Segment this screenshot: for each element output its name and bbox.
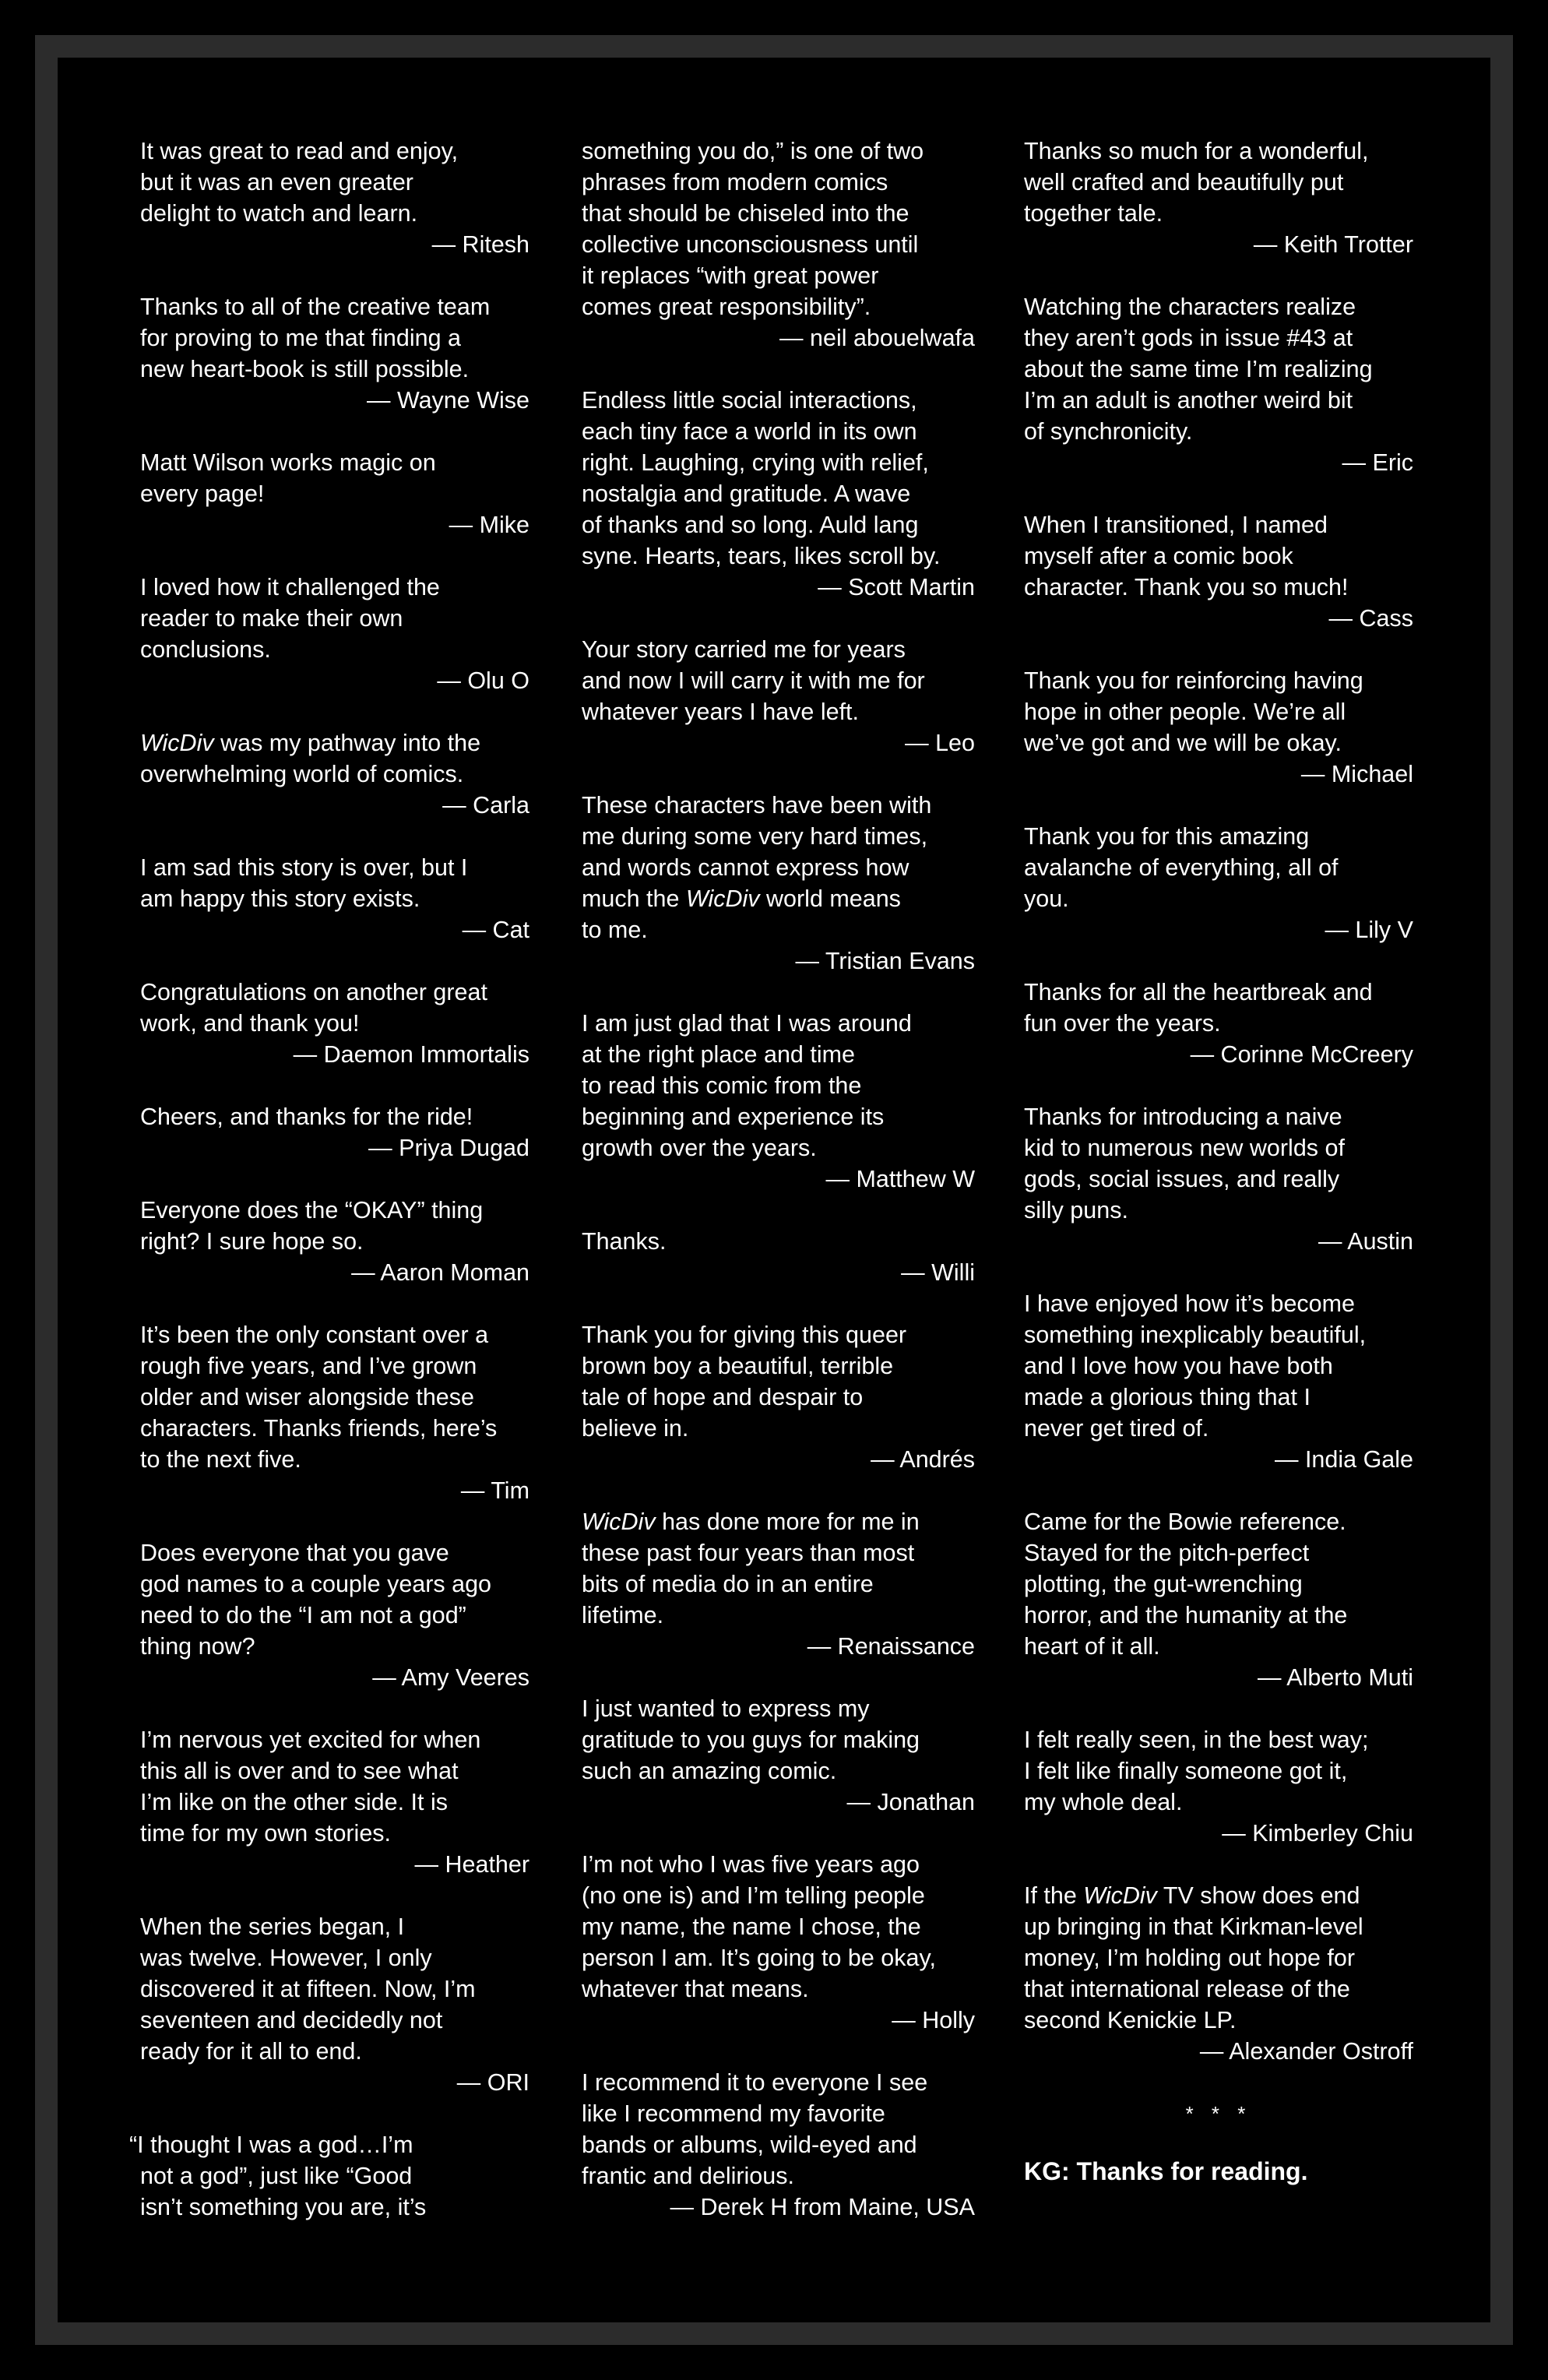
letter-entry: [582, 1008, 975, 1195]
letter-signature: — Holly: [892, 2007, 975, 2033]
letter-text-body: Thank you for this amazing avalanche of everything, all of you.: [1024, 823, 1339, 912]
letter-signature: — Andrés: [871, 1446, 975, 1473]
letter-text-body: Matt Wilson works magic on every page!: [140, 449, 436, 507]
letter-text: [582, 136, 975, 322]
letter-signature: — Jonathan: [846, 1789, 975, 1815]
letter-text-body: has done more for me in these past four years than most bits of media do in an entire lifetime.: [582, 1509, 920, 1628]
letter-text-body: world means to me.: [582, 885, 901, 943]
letter-text: [1024, 1288, 1413, 1444]
letter-signature: — Amy Veeres: [372, 1664, 529, 1691]
letter-entry: [140, 977, 529, 1070]
letter-text-body: Thanks.: [582, 1228, 667, 1255]
letter-signature: — Wayne Wise: [366, 387, 529, 414]
letter-text: [582, 1849, 975, 2005]
letter-entry: [1024, 1101, 1413, 1257]
letter-text: [140, 1911, 529, 2067]
letter-text: [1024, 1506, 1413, 1662]
letter-text: [140, 727, 529, 790]
letter-text-body: I am sad this story is over, but I am happy this story exists.: [140, 854, 468, 912]
letter-text: [140, 291, 529, 385]
letter-text: [1024, 665, 1413, 759]
letter-text: [1024, 509, 1413, 603]
letter-entry: [140, 1195, 529, 1288]
closing-text: Thanks for reading.: [1069, 2157, 1308, 2185]
letter-text: [582, 1008, 975, 1164]
letter-text: [140, 1537, 529, 1662]
closing-note: [1024, 2156, 1413, 2187]
letter-entry: [140, 727, 529, 821]
letter-text-body: Watching the characters realize they aren’t gods in issue #43 at about the same time I’m realizing I’m an adult is another weird bit of synchronicity.: [1024, 294, 1373, 445]
column-3-entries: [1024, 136, 1413, 2067]
letter-signature: — Michael: [1300, 761, 1413, 787]
letter-text: [1024, 977, 1413, 1039]
letter-signature: — Keith Trotter: [1253, 231, 1413, 258]
letter-signature: — Daemon Immortalis: [293, 1041, 529, 1068]
letter-entry: [140, 1537, 529, 1693]
letters-column-2: [582, 136, 975, 2254]
letter-entry: [140, 136, 529, 260]
letter-entry: [140, 1911, 529, 2098]
letter-text-body: It’s been the only constant over a rough five years, and I’ve grown older and wiser alongside these characters. Thanks friends, here’s to the next five.: [140, 1322, 498, 1473]
letter-text: [140, 447, 529, 509]
letters-column-1: [129, 136, 529, 2223]
letter-text: [582, 1319, 975, 1444]
letter-entry: [1024, 136, 1413, 260]
letter-signature: — Scott Martin: [818, 574, 975, 600]
letter-entry: [582, 136, 975, 354]
letter-entry: [1024, 977, 1413, 1070]
letter-entry: [140, 1319, 529, 1506]
letter-signature: — Mike: [449, 512, 529, 538]
letter-signature: — Heather: [414, 1851, 529, 1878]
letter-text-body: Thank you for reinforcing having hope in other people. We’re all we’ve got and we will be okay.: [1024, 667, 1363, 756]
letter-text: [582, 634, 975, 727]
letter-text-body: I have enjoyed how it’s become something inexplicably beautiful, and I love how you have both made a glorious thing that I never get tired of.: [1024, 1290, 1367, 1442]
letter-text-body: was my pathway into the overwhelming world of comics.: [140, 730, 481, 787]
letter-signature: — ORI: [456, 2069, 529, 2096]
comic-title-italic: WicDiv: [1083, 1882, 1157, 1909]
letter-entry: [1024, 821, 1413, 945]
letter-text-body: Everyone does the “OKAY” thing right? I sure hope so.: [140, 1197, 484, 1255]
letter-entry: [140, 1101, 529, 1164]
letter-text-body: Cheers, and thanks for the ride!: [140, 1104, 473, 1130]
letter-text: [140, 1101, 529, 1132]
letter-text-body: Thank you for giving this queer brown boy a beautiful, terrible tale of hope and despair to believe in.: [582, 1322, 907, 1442]
letter-signature: — Matthew W: [825, 1166, 975, 1192]
letter-signature: — Tristian Evans: [795, 948, 975, 974]
letter-signature: — Cass: [1328, 605, 1413, 632]
letter-signature: — Alexander Ostroff: [1199, 2038, 1413, 2065]
letter-signature: — Austin: [1318, 1228, 1413, 1255]
letter-text-body: I’m not who I was five years ago (no one is) and I’m telling people my name, the name I chose, the person I am. It’s going to be okay, whatever that means.: [582, 1851, 936, 2002]
letter-text: [140, 852, 529, 914]
letter-entry: [1024, 1880, 1413, 2067]
letter-text: [140, 1319, 529, 1475]
letter-entry: [582, 2067, 975, 2223]
letter-signature: — India Gale: [1274, 1446, 1413, 1473]
letter-entry: [1024, 1506, 1413, 1693]
letter-entry: [1024, 1724, 1413, 1849]
letter-text: [582, 385, 975, 572]
closing-label: KG:: [1024, 2157, 1070, 2185]
letter-signature: — Leo: [905, 730, 975, 756]
letter-text: [140, 1724, 529, 1849]
letter-text: [140, 977, 529, 1039]
letter-text-body: It was great to read and enjoy, but it was an even greater delight to watch and learn.: [140, 138, 459, 227]
letter-text-body: “I thought I was a god…I’m not a god”, just like “Good isn’t something you are, it’s: [129, 2132, 427, 2220]
letter-text-body: I just wanted to express my gratitude to you guys for making such an amazing comic.: [582, 1695, 920, 1784]
letter-text: [1024, 1724, 1413, 1818]
letter-text-body: something you do,” is one of two phrases from modern comics that should be chiseled into the collective unconsciousness until it replaces “with great power comes great responsibility”.: [582, 138, 924, 320]
letter-text-body: TV show does end up bringing in that Kirkman-level money, I’m holding out hope for that international release of the second Kenickie LP.: [1024, 1882, 1363, 2033]
letter-signature: — Corinne McCreery: [1190, 1041, 1413, 1068]
letter-text: [140, 572, 529, 665]
letter-text-body: I felt really seen, in the best way; I felt like finally someone got it, my whole deal.: [1024, 1727, 1369, 1815]
letter-text: [1024, 821, 1413, 914]
letter-text-body: Came for the Bowie reference. Stayed for the pitch-perfect plotting, the gut-wrenching horror, and the humanity at the heart of it all.: [1024, 1509, 1348, 1660]
letter-signature: — Ritesh: [431, 231, 529, 258]
letter-entry: [1024, 291, 1413, 478]
letter-signature: — Carla: [442, 792, 529, 819]
section-divider: * * *: [1185, 2102, 1252, 2125]
letter-entry: [1024, 509, 1413, 634]
letter-text-lead: If the: [1024, 1882, 1084, 1909]
letter-entry: [582, 1226, 975, 1288]
letter-signature: — Willi: [901, 1259, 975, 1286]
letter-text-lead: These characters have been with me during some very hard times, and words cannot express how much the: [582, 792, 932, 912]
letter-text: [582, 790, 975, 945]
comic-title-italic: WicDiv: [140, 730, 214, 756]
letter-signature: — Priya Dugad: [368, 1135, 529, 1161]
letter-text: [582, 1693, 975, 1787]
letter-entry: [582, 790, 975, 977]
letter-entry: [582, 1319, 975, 1475]
letter-entry: [140, 852, 529, 945]
letter-entry: [140, 291, 529, 416]
letter-signature: — Alberto Muti: [1257, 1664, 1413, 1691]
letter-signature: — Tim: [460, 1477, 529, 1504]
letter-text-body: Thanks to all of the creative team for proving to me that finding a new heart-book is still possible.: [140, 294, 491, 382]
letter-text-body: Thanks for introducing a naive kid to numerous new worlds of gods, social issues, and really silly puns.: [1024, 1104, 1345, 1223]
letter-entry: [140, 1724, 529, 1880]
letter-entry: [582, 634, 975, 759]
letter-entry: [129, 2129, 529, 2223]
comic-title-italic: WicDiv: [685, 885, 760, 912]
letter-entry: [140, 447, 529, 540]
letter-text-body: I am just glad that I was around at the right place and time to read this comic from the beginning and experience its growth over the years.: [582, 1010, 912, 1161]
letter-entry: [582, 1506, 975, 1662]
letter-text-body: Does everyone that you gave god names to a couple years ago need to do the “I am not a god” thing now?: [140, 1540, 492, 1660]
letter-text-body: Thanks for all the heartbreak and fun over the years.: [1024, 979, 1373, 1037]
letter-signature: — Olu O: [437, 667, 529, 694]
letter-entry: [582, 1849, 975, 2036]
letter-text: [129, 2129, 529, 2223]
letter-signature: — neil abouelwafa: [779, 325, 975, 351]
letter-text: [582, 2067, 975, 2192]
letter-signature: — Lily V: [1325, 917, 1413, 943]
letter-text-body: When the series began, I was twelve. However, I only discovered it at fifteen. Now, I’m seventeen and decidedly not ready for it all to end.: [140, 1914, 476, 2065]
letter-text: [1024, 136, 1413, 229]
letter-signature: — Aaron Moman: [351, 1259, 529, 1286]
letter-signature: — Renaissance: [807, 1633, 975, 1660]
letter-text: [140, 1195, 529, 1257]
letter-entry: [1024, 1288, 1413, 1475]
letter-text: [582, 1506, 975, 1631]
comic-title-italic: WicDiv: [582, 1509, 656, 1535]
letter-signature: — Cat: [462, 917, 529, 943]
letter-text-body: Congratulations on another great work, and thank you!: [140, 979, 487, 1037]
letter-text: [140, 136, 529, 229]
letter-signature: — Kimberley Chiu: [1222, 1820, 1413, 1847]
letter-text-body: Your story carried me for years and now I will carry it with me for whatever years I have left.: [582, 636, 925, 725]
letter-text-body: When I transitioned, I named myself after a comic book character. Thank you so much!: [1024, 512, 1349, 600]
letter-entry: [582, 1693, 975, 1818]
letter-text: [1024, 1101, 1413, 1226]
letter-text: [1024, 1880, 1413, 2036]
letter-text-body: I recommend it to everyone I see like I recommend my favorite bands or albums, wild-eyed and frantic and delirious.: [582, 2069, 928, 2189]
letter-text: [1024, 291, 1413, 447]
letters-column-3: [1024, 136, 1413, 2187]
letter-text-body: Endless little social interactions, each tiny face a world in its own right. Laughing, crying with relief, nostalgia and gratitude. A wave of thanks and so long. Auld lang syne. Hearts, tears, likes scroll by.: [582, 387, 941, 569]
letter-text: [582, 1226, 975, 1257]
letter-signature: — Derek H from Maine, USA: [670, 2194, 975, 2220]
letter-entry: [140, 572, 529, 696]
letter-signature: — Eric: [1342, 449, 1413, 476]
letter-entry: [582, 385, 975, 603]
letter-text-body: I loved how it challenged the reader to make their own conclusions.: [140, 574, 440, 663]
letter-text-body: Thanks so much for a wonderful, well crafted and beautifully put together tale.: [1024, 138, 1369, 227]
letter-text-body: I’m nervous yet excited for when this all is over and to see what I’m like on the other side. It is time for my own stories.: [140, 1727, 481, 1847]
letter-entry: [1024, 665, 1413, 790]
